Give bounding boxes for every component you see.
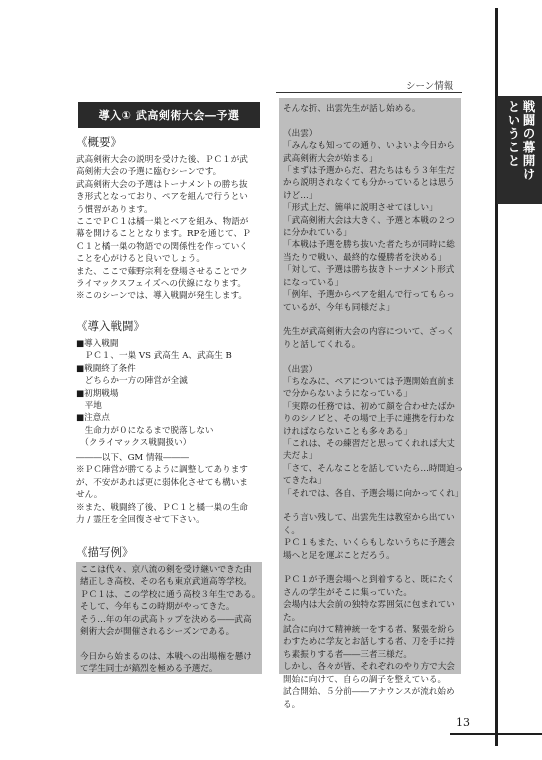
narration-line: そんな折、出雲先生が話し始める。 bbox=[283, 104, 421, 114]
overview-body bbox=[76, 154, 266, 303]
battle-heading: 《導入戦闘》 bbox=[76, 319, 145, 333]
chapter-tab-line-2: ということ bbox=[506, 100, 521, 168]
battle-body bbox=[76, 338, 266, 450]
narration-line: た。 bbox=[283, 612, 301, 623]
narration-line: 「まずは予選からだ、君たちはもう３年生だ bbox=[283, 166, 455, 177]
narration-line: さんの学生がそこに集っていた。 bbox=[283, 587, 412, 598]
overview-line: Ｃ１と橘一巣の物語での関係性を作っていく bbox=[76, 241, 248, 252]
narration-line: りと話してくれる。 bbox=[283, 339, 361, 350]
narration-line: で分からないようになっている」 bbox=[283, 389, 412, 400]
narration-line: りのシノビと、その場で上手に連携を行わな bbox=[283, 414, 455, 425]
battle-line: ■初期戦場 bbox=[76, 388, 119, 399]
narration-line: ＰＣ１もまた、いくらもしないうちに予選会 bbox=[283, 538, 455, 549]
narration-line: 開始に向けて、自らの調子を整えている。 bbox=[283, 674, 447, 685]
footer-rule bbox=[450, 733, 542, 735]
narration-line: 「本戦は予選を勝ち抜いた者たちが同時に総 bbox=[283, 240, 455, 251]
narration-line: 「みんなも知っての通り、いよいよ今日から bbox=[283, 141, 455, 152]
narration-line: に分かれている」 bbox=[283, 228, 352, 239]
description-line: そして、今年もこの時期がやってきた。 bbox=[80, 602, 235, 613]
narration-line: 「武高剣術大会は大きく、予選と本戦の２つ bbox=[283, 215, 455, 226]
gm-info-line: ―――以下、GM 情報――― bbox=[76, 453, 189, 463]
narration-line: 先生が武高剣術大会の内容について、ざっく bbox=[283, 327, 455, 338]
battle-line: ＰＣ１、一巣 VS 武高生 A、武高生 B bbox=[76, 351, 232, 362]
narration-line: 「それでは、各自、予選会場に向かってくれ」 bbox=[283, 488, 464, 499]
description-body bbox=[80, 564, 262, 676]
description-line: ＰＣ１は、この学校に通う高校３年生である。 bbox=[80, 589, 261, 600]
gm-info-line: ※ＰＣ陣営が勝てるように調整してあります bbox=[76, 465, 248, 476]
narration-line: 「さて、そんなことを話していたら…時間迫っ bbox=[283, 463, 464, 474]
narration-line: る。 bbox=[283, 699, 301, 710]
narration-line: 当たりで戦い、最終的な優勝者を決める」 bbox=[283, 252, 447, 263]
narration-line bbox=[283, 351, 459, 363]
battle-line: ■導入戦闘 bbox=[76, 339, 119, 349]
scene-title-banner: 導入① 武高剣術大会―予選 bbox=[78, 102, 260, 128]
narration-line: ければならないことも多々ある」 bbox=[283, 426, 412, 437]
narration-line: （出雲） bbox=[283, 364, 318, 375]
description-line bbox=[80, 638, 262, 650]
narration-line: 試合に向けて精神統一をする者、緊張を紛ら bbox=[283, 625, 455, 636]
battle-line: ■戦闘終了条件 bbox=[76, 363, 136, 374]
overview-line: 武高剣術大会の予選はトーナメントの勝ち抜 bbox=[76, 179, 248, 190]
description-heading: 《描写例》 bbox=[76, 545, 134, 559]
narration-line: ち素振りする者――三者三様だ。 bbox=[283, 649, 412, 660]
scene-info-rule bbox=[276, 92, 462, 93]
narration-body bbox=[283, 103, 464, 711]
narration-line: そう言い残して、出雲先生は教室から出てい bbox=[283, 513, 455, 524]
narration-line: ているが、今年も同様だよ」 bbox=[283, 302, 395, 313]
overview-heading: 《概要》 bbox=[76, 135, 122, 149]
narration-line: から説明されなくても分かっているとは思う bbox=[283, 178, 455, 189]
description-line: そう…年の年の武高トップを決める――武高 bbox=[80, 614, 252, 625]
narration-line: 「形式上だ、簡単に説明させてほしい」 bbox=[283, 203, 438, 214]
scene-info-label: シーン情報 bbox=[406, 81, 454, 92]
battle-line: ■注意点 bbox=[76, 413, 110, 424]
gm-info-line: 力 / 霊圧を全回復させて下さい。 bbox=[76, 515, 205, 526]
narration-line: 夫だよ」 bbox=[283, 451, 318, 462]
narration-line: （出雲） bbox=[283, 128, 318, 139]
description-line: て学生同士が鎬烈を極める予選だ。 bbox=[80, 664, 218, 675]
overview-line: ライマックスフェイズへの伏線になります。 bbox=[76, 279, 246, 290]
narration-line: ＰＣ１が予選会場へと到着すると、既にたく bbox=[283, 575, 455, 586]
gm-info-body bbox=[76, 452, 276, 526]
gm-info-line: が、不安があれば更に弱体化させても構いま bbox=[76, 477, 248, 488]
narration-line: 「ちなみに、ペアについては予選開始直前ま bbox=[283, 376, 455, 387]
narration-line: 場へと足を運ぶことだろう。 bbox=[283, 550, 395, 561]
chapter-tab-line-1: 戦闘の幕開け bbox=[521, 100, 536, 181]
battle-line: 平地 bbox=[76, 401, 102, 412]
narration-line: 会場内は大会前の独特な雰囲気に包まれてい bbox=[283, 600, 455, 611]
narration-line: 武高剣術大会が始まる」 bbox=[283, 153, 378, 164]
narration-line: てきたね」 bbox=[283, 476, 326, 487]
description-line: 今日から始まるのは、本戦への出場権を懸け bbox=[80, 651, 252, 662]
narration-line: 「これは、その練習だと思ってくれれば大丈 bbox=[283, 438, 455, 449]
narration-line: 「対して、予選は勝ち抜きトーナメント形式 bbox=[283, 265, 455, 276]
narration-line bbox=[283, 314, 459, 326]
overview-line: また、ここで薙野宗利を登場させることでク bbox=[76, 266, 248, 277]
overview-line: 高剣術大会の予選に臨むシーンです。 bbox=[76, 167, 222, 178]
narration-line: しかし、各々が皆、それぞれのやり方で大会 bbox=[283, 662, 455, 673]
description-line: ここは代々、京八流の剣を受け継いできた由 bbox=[80, 565, 252, 575]
narration-line: く。 bbox=[283, 525, 301, 536]
overview-line: ※このシーンでは、導入戦闘が発生します。 bbox=[76, 291, 248, 302]
narration-line: けど…」 bbox=[283, 190, 318, 201]
description-line: 剣術大会が開催されるシーズンである。 bbox=[80, 627, 235, 638]
narration-line: わすために学友とお話しする者、刀を手に持 bbox=[283, 637, 455, 648]
narration-line: 試合開始、５分前――アナウンスが流れ始め bbox=[283, 687, 455, 698]
overview-line: ことを心がけると良いでしょう。 bbox=[76, 254, 205, 265]
narration-line: 「実際の任務では、初めて顔を合わせたばか bbox=[283, 401, 455, 412]
overview-line: 武高剣術大会の説明を受けた後、ＰＣ１が武 bbox=[76, 155, 248, 165]
chapter-tab-label bbox=[497, 98, 542, 204]
narration-line: になっている」 bbox=[283, 277, 344, 288]
battle-line: どちらか一方の陣営が全滅 bbox=[76, 376, 188, 387]
overview-line: 幕を開けることとなります。RPを通じて、Ｐ bbox=[76, 229, 251, 240]
battle-line: 生命力が０になるまで脱落しない bbox=[76, 425, 214, 436]
gm-info-line: ※また、戦闘終了後、ＰＣ１と橘一巣の生命 bbox=[76, 502, 248, 513]
page-number: 13 bbox=[456, 716, 470, 729]
narration-line bbox=[283, 500, 459, 512]
battle-line: （クライマックス戦闘扱い） bbox=[76, 438, 192, 449]
narration-line: 「例年、予選からペアを組んで行ってもらっ bbox=[283, 290, 455, 301]
description-line: 緒正しき高校、その名も東京武道高等学校。 bbox=[80, 577, 252, 588]
overview-line: ここでＰＣ１は橘一巣とペアを組み、物語が bbox=[76, 217, 249, 228]
gm-info-line: せん。 bbox=[76, 490, 103, 501]
narration-line bbox=[283, 562, 459, 574]
overview-line: き形式となっており、ペアを組んで行うとい bbox=[76, 192, 248, 203]
narration-line bbox=[283, 115, 459, 127]
overview-line: う慣習があります。 bbox=[76, 204, 153, 215]
